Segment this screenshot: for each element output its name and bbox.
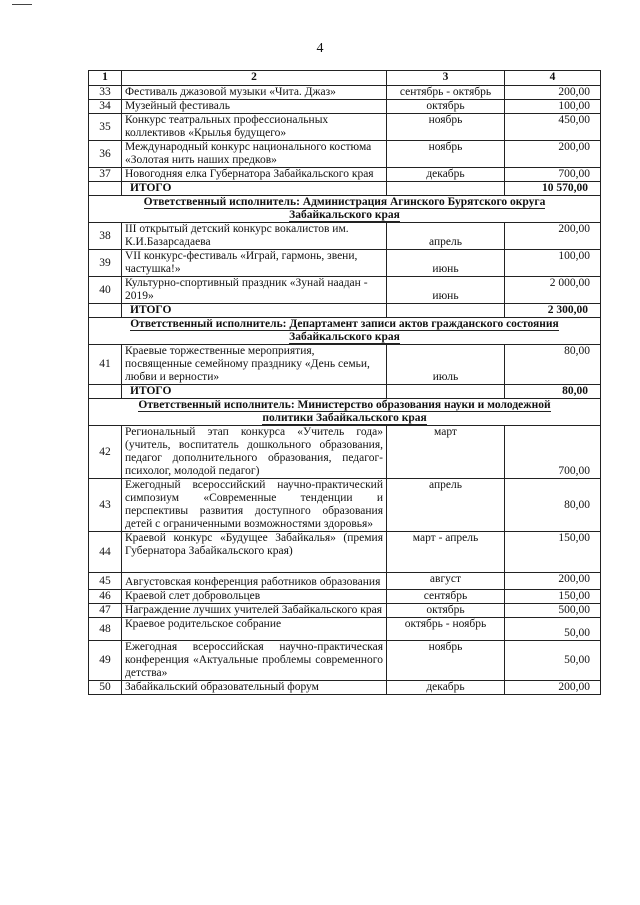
event-name: Забайкальский образовательный форум: [122, 681, 387, 695]
event-amount: 80,00: [505, 345, 601, 385]
section-header-text: Ответственный исполнитель: Администрация Агинского Бурятского округа Забайкальского края: [143, 196, 546, 221]
row-number: 43: [89, 479, 122, 532]
row-number: 44: [89, 532, 122, 573]
event-name: Новогодняя елка Губернатора Забайкальского края: [122, 168, 387, 182]
table-row: [89, 532, 601, 573]
event-amount: 450,00: [505, 114, 601, 141]
event-amount: 100,00: [505, 250, 601, 277]
section-header-text: Ответственный исполнитель: Департамент записи актов гражданского состояния Забайкальского края: [130, 318, 559, 343]
total-row: [89, 304, 601, 318]
event-name: Краевой конкурс «Будущее Забайкалья» (премия Губернатора Забайкальского края): [122, 532, 387, 573]
total-empty-cell: [387, 182, 505, 196]
event-period: июнь: [387, 277, 505, 304]
row-number: 38: [89, 223, 122, 250]
event-name: Региональный этап конкурса «Учитель года» (учитель, воспитатель дошкольного образования, педагог дополнительного образования, педагог-психолог, молодой педагог): [122, 426, 387, 479]
table-row: [89, 618, 601, 641]
table-row: [89, 114, 601, 141]
total-amount: 80,00: [505, 385, 601, 399]
page-number: 4: [316, 41, 324, 56]
total-amount: 10 570,00: [505, 182, 601, 196]
table-row: [89, 141, 601, 168]
event-period: август: [387, 573, 505, 590]
row-number: 39: [89, 250, 122, 277]
event-amount: 200,00: [505, 223, 601, 250]
total-empty-cell: [387, 304, 505, 318]
event-name: Международный конкурс национального костюма «Золотая нить наших предков»: [122, 141, 387, 168]
table-row: [89, 426, 601, 479]
event-amount: 200,00: [505, 681, 601, 695]
total-empty-cell: [89, 385, 122, 399]
event-period: декабрь: [387, 681, 505, 695]
total-empty-cell: [89, 304, 122, 318]
event-amount: 80,00: [505, 479, 601, 532]
event-amount: 200,00: [505, 141, 601, 168]
event-amount: 2 000,00: [505, 277, 601, 304]
row-number: 40: [89, 277, 122, 304]
event-amount: 200,00: [505, 86, 601, 100]
event-amount: 500,00: [505, 604, 601, 618]
event-name: Конкурс театральных профессиональных коллективов «Крылья будущего»: [122, 114, 387, 141]
event-name: III открытый детский конкурс вокалистов им. К.И.Базарсадаева: [122, 223, 387, 250]
event-name: VII конкурс-фестиваль «Играй, гармонь, звени, частушка!»: [122, 250, 387, 277]
row-number: 46: [89, 590, 122, 604]
event-period: сентябрь: [387, 590, 505, 604]
row-number: 50: [89, 681, 122, 695]
total-amount: 2 300,00: [505, 304, 601, 318]
row-number: 35: [89, 114, 122, 141]
row-number: 49: [89, 641, 122, 681]
total-empty-cell: [89, 182, 122, 196]
section-header-row: [89, 399, 601, 426]
event-period: июнь: [387, 250, 505, 277]
table-header-row: [89, 71, 601, 86]
event-period: ноябрь: [387, 141, 505, 168]
event-amount: 700,00: [505, 168, 601, 182]
table-row: [89, 479, 601, 532]
row-number: 48: [89, 618, 122, 641]
event-name: Ежегодный всероссийский научно-практический симпозиум «Современные тенденции и перспективы развития доступного образования детей с ограниченными возможностями здоровья»: [122, 479, 387, 532]
event-period: март - апрель: [387, 532, 505, 573]
column-header-period: 3: [387, 71, 505, 86]
table-row: [89, 345, 601, 385]
event-period: апрель: [387, 479, 505, 532]
column-header-number: 1: [89, 71, 122, 86]
event-period: октябрь - ноябрь: [387, 618, 505, 641]
row-number: 47: [89, 604, 122, 618]
event-name: Культурно-спортивный праздник «Зунай наадан - 2019»: [122, 277, 387, 304]
event-period: ноябрь: [387, 114, 505, 141]
total-row: [89, 385, 601, 399]
event-name: Августовская конференция работников образования: [122, 573, 387, 590]
event-amount: 200,00: [505, 573, 601, 590]
section-header-text: Ответственный исполнитель: Министерство образования науки и молодежной политики Забайкальского края: [138, 399, 551, 424]
event-period: июль: [387, 345, 505, 385]
total-label: ИТОГО: [122, 304, 387, 318]
event-period: март: [387, 426, 505, 479]
table-row: [89, 590, 601, 604]
table-row: [89, 641, 601, 681]
total-empty-cell: [387, 385, 505, 399]
row-number: 41: [89, 345, 122, 385]
event-amount: 700,00: [505, 426, 601, 479]
table-row: [89, 100, 601, 114]
section-header: [89, 196, 601, 223]
event-amount: 100,00: [505, 100, 601, 114]
event-period: апрель: [387, 223, 505, 250]
section-header: [89, 318, 601, 345]
row-number: 37: [89, 168, 122, 182]
event-amount: 50,00: [505, 618, 601, 641]
event-name: Награждение лучших учителей Забайкальского края: [122, 604, 387, 618]
row-number: 36: [89, 141, 122, 168]
table-row: [89, 573, 601, 590]
row-number: 45: [89, 573, 122, 590]
event-amount: 150,00: [505, 590, 601, 604]
total-label: ИТОГО: [122, 385, 387, 399]
table-row: [89, 86, 601, 100]
table-row: [89, 277, 601, 304]
row-number: 42: [89, 426, 122, 479]
total-label: ИТОГО: [122, 182, 387, 196]
event-period: сентябрь - октябрь: [387, 86, 505, 100]
table-row: [89, 604, 601, 618]
table-body: [89, 86, 601, 695]
total-row: [89, 182, 601, 196]
event-name: Краевые торжественные мероприятия, посвященные семейному празднику «День семьи, любви и верности»: [122, 345, 387, 385]
event-period: октябрь: [387, 100, 505, 114]
event-period: октябрь: [387, 604, 505, 618]
event-period: декабрь: [387, 168, 505, 182]
table-row: [89, 168, 601, 182]
column-header-event: 2: [122, 71, 387, 86]
event-name: Ежегодная всероссийская научно-практическая конференция «Актуальные проблемы современного детства»: [122, 641, 387, 681]
event-name: Музейный фестиваль: [122, 100, 387, 114]
event-name: Краевой слет добровольцев: [122, 590, 387, 604]
table-row: [89, 681, 601, 695]
event-name: Краевое родительское собрание: [122, 618, 387, 641]
table-row: [89, 250, 601, 277]
section-header-row: [89, 318, 601, 345]
section-header: [89, 399, 601, 426]
row-number: 34: [89, 100, 122, 114]
event-period: ноябрь: [387, 641, 505, 681]
row-number: 33: [89, 86, 122, 100]
table-row: [89, 223, 601, 250]
event-amount: 50,00: [505, 641, 601, 681]
column-header-amount: 4: [505, 71, 601, 86]
event-amount: 150,00: [505, 532, 601, 573]
section-header-row: [89, 196, 601, 223]
event-name: Фестиваль джазовой музыки «Чита. Джаз»: [122, 86, 387, 100]
events-table: [88, 70, 601, 695]
top-edge-mark: [12, 4, 32, 5]
